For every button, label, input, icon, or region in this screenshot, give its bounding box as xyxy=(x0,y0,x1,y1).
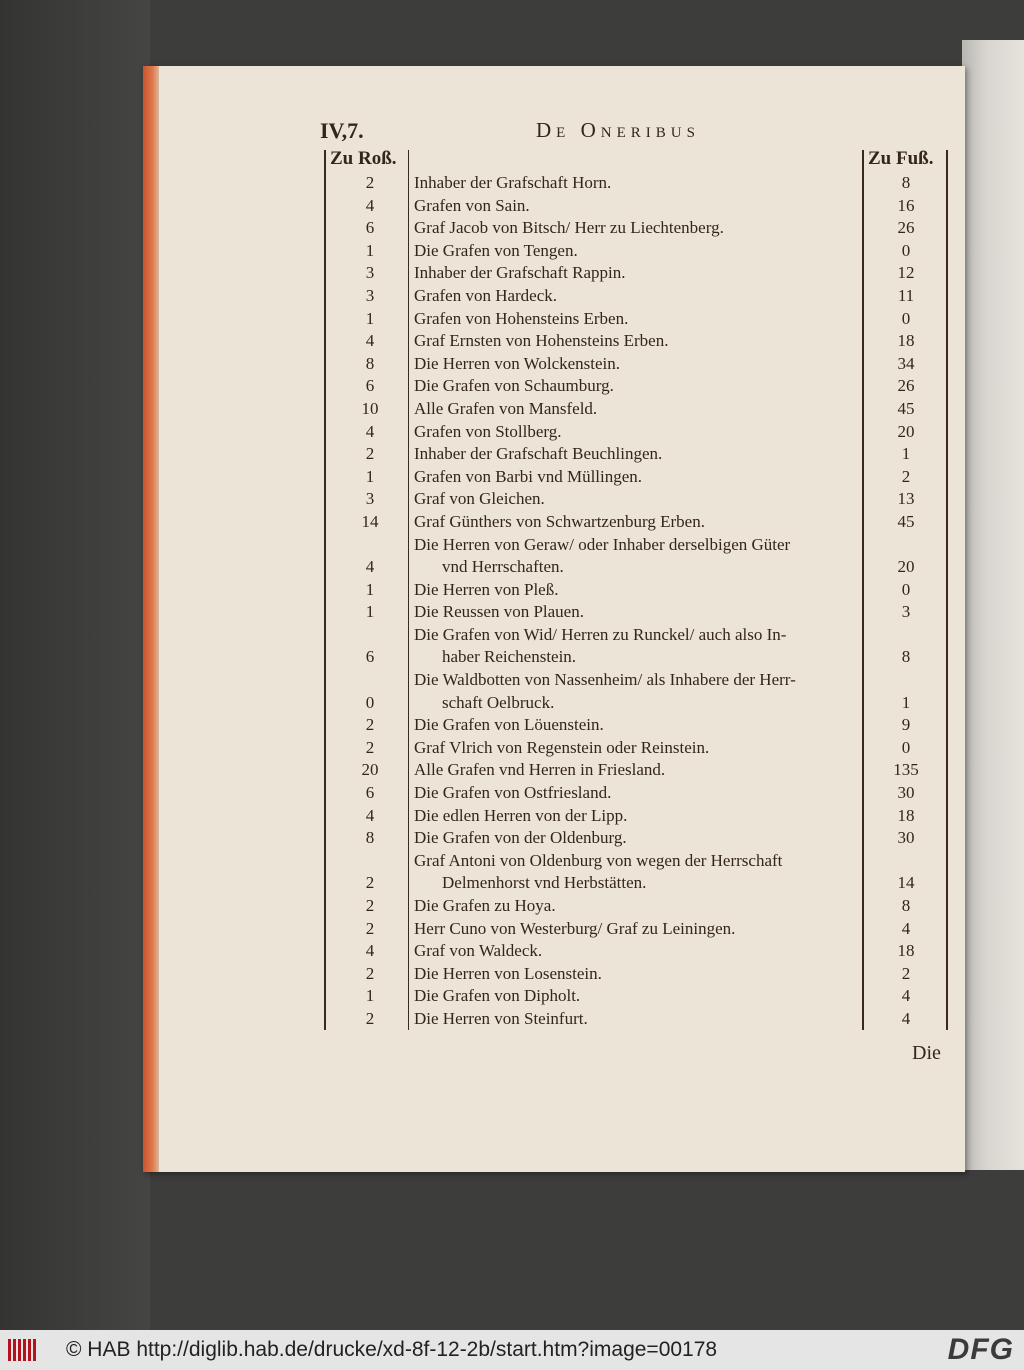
ross-count: 4 xyxy=(365,195,375,215)
entry-name-line: Graf von Gleichen. xyxy=(414,489,545,509)
entry-name-continuation: haber Reichenstein. xyxy=(442,647,577,667)
ross-count: 4 xyxy=(365,805,375,825)
table-row xyxy=(330,398,950,421)
table-row xyxy=(330,375,950,398)
ross-count: 1 xyxy=(365,579,375,599)
table-row xyxy=(330,421,950,444)
entry-name-line: Die Waldbotten von Nassenheim/ als Inhabere der Herr- xyxy=(414,670,796,690)
table-row xyxy=(330,850,950,895)
table-row xyxy=(330,443,950,466)
fuss-count: 2 xyxy=(901,963,911,983)
fuss-count: 0 xyxy=(901,737,911,757)
copyright-text: © HAB http://diglib.hab.de/drucke/xd-8f-12-2b/start.htm?image=00178 xyxy=(66,1338,718,1361)
entry-name-line: Die Reussen von Plauen. xyxy=(414,602,584,622)
ross-count: 14 xyxy=(361,511,379,531)
entry-name-line: Grafen von Barbi vnd Müllingen. xyxy=(414,466,643,486)
ross-count: 6 xyxy=(365,647,375,667)
ross-count: 4 xyxy=(365,421,375,441)
adjacent-page-edge xyxy=(962,40,1024,1170)
ross-count: 3 xyxy=(365,285,375,305)
table-row xyxy=(330,759,950,782)
entry-name xyxy=(410,1008,866,1031)
dfg-logo: DFG xyxy=(947,1333,1014,1366)
ross-count: 0 xyxy=(365,692,375,712)
fuss-count: 16 xyxy=(897,195,915,215)
entry-name xyxy=(410,714,866,737)
ross-count: 1 xyxy=(365,308,375,328)
table-row xyxy=(330,195,950,218)
entry-name-line: Die Herren von Pleß. xyxy=(414,579,559,599)
entry-name xyxy=(410,579,866,602)
catchword: Die xyxy=(912,1042,941,1064)
table-row xyxy=(330,963,950,986)
table-row xyxy=(330,579,950,602)
fuss-count: 3 xyxy=(901,602,911,622)
entry-name xyxy=(410,827,866,850)
fuss-count: 4 xyxy=(901,986,911,1006)
ross-count: 8 xyxy=(365,828,375,848)
fuss-count: 12 xyxy=(897,263,915,283)
fuss-count: 26 xyxy=(897,376,915,396)
entry-name xyxy=(410,285,866,308)
entry-name xyxy=(410,217,866,240)
ross-count: 2 xyxy=(365,963,375,983)
table-row xyxy=(330,330,950,353)
ross-count: 1 xyxy=(365,466,375,486)
entry-name-line: Die Grafen von Tengen. xyxy=(414,240,578,260)
entry-name xyxy=(410,534,866,579)
table-row xyxy=(330,827,950,850)
fuss-count: 13 xyxy=(897,489,915,509)
ross-count: 4 xyxy=(365,331,375,351)
fuss-count: 11 xyxy=(897,285,915,305)
ross-count: 10 xyxy=(361,398,379,418)
fuss-count: 0 xyxy=(901,308,911,328)
fuss-count: 30 xyxy=(897,783,915,803)
fuss-count: 8 xyxy=(901,896,911,915)
ross-count: 6 xyxy=(365,376,375,396)
table-row xyxy=(330,601,950,624)
table-row xyxy=(330,172,950,195)
entry-name-line: Die Herren von Wolckenstein. xyxy=(414,353,621,373)
fuss-count: 1 xyxy=(901,692,911,712)
entry-name-line: Die Grafen zu Hoya. xyxy=(414,896,556,915)
entry-name xyxy=(410,624,866,669)
footer-bar xyxy=(0,1330,1024,1370)
running-head: De Oneribus xyxy=(536,118,700,142)
ross-count: 2 xyxy=(365,918,375,938)
ross-count: 6 xyxy=(365,218,375,238)
fuss-count: 14 xyxy=(897,873,915,893)
entry-name-line: Alle Grafen vnd Herren in Friesland. xyxy=(414,760,666,780)
table-row xyxy=(330,1008,950,1031)
entry-name xyxy=(410,737,866,760)
table-row xyxy=(330,488,950,511)
entry-name xyxy=(410,240,866,263)
fuss-count: 30 xyxy=(897,828,915,848)
entry-name-line: Grafen von Hardeck. xyxy=(414,285,558,305)
table-row xyxy=(330,940,950,963)
entry-name-line: Grafen von Stollberg. xyxy=(414,421,562,441)
fuss-count: 18 xyxy=(897,331,915,351)
table-row xyxy=(330,262,950,285)
entry-name-line: Grafen von Hohensteins Erben. xyxy=(414,308,629,328)
entry-name xyxy=(410,511,866,534)
entry-name-continuation: vnd Herrschaften. xyxy=(442,557,564,577)
entry-name xyxy=(410,330,866,353)
fuss-count: 9 xyxy=(901,715,911,735)
fuss-count: 20 xyxy=(897,421,915,441)
entry-name-line: Die edlen Herren von der Lipp. xyxy=(414,805,628,825)
table-row xyxy=(330,217,950,240)
entry-name-line: Inhaber der Grafschaft Rappin. xyxy=(414,263,626,283)
entry-name-line: Graf Ernsten von Hohensteins Erben. xyxy=(414,331,669,351)
fuss-count: 1 xyxy=(901,444,911,464)
table-row xyxy=(330,714,950,737)
entry-name-line: Die Grafen von Schaumburg. xyxy=(414,376,614,396)
entry-name-line: Die Grafen von Wid/ Herren zu Runckel/ auch also In- xyxy=(414,624,787,644)
entry-name xyxy=(410,488,866,511)
fuss-count: 45 xyxy=(897,511,915,531)
assessment-table xyxy=(330,172,950,1031)
entry-name xyxy=(410,443,866,466)
entry-name xyxy=(410,963,866,986)
ross-count: 4 xyxy=(365,941,375,961)
entry-name-line: Graf Jacob von Bitsch/ Herr zu Liechtenberg. xyxy=(414,218,724,238)
ross-count: 1 xyxy=(365,240,375,260)
entry-name xyxy=(410,782,866,805)
entry-name-continuation: Delmenhorst vnd Herbstätten. xyxy=(442,873,647,893)
entry-name xyxy=(410,895,866,918)
column-header-ross: Zu Roß. xyxy=(330,148,397,169)
table-row xyxy=(330,240,950,263)
page-edge xyxy=(143,66,159,1172)
entry-name-line: Graf Günthers von Schwartzenburg Erben. xyxy=(414,511,705,531)
entry-name xyxy=(410,398,866,421)
table-row xyxy=(330,985,950,1008)
entry-name-line: Graf Antoni von Oldenburg von wegen der Herrschaft xyxy=(414,850,783,870)
entry-name xyxy=(410,940,866,963)
rule-left xyxy=(324,150,326,1030)
entry-name-line: Die Grafen von der Oldenburg. xyxy=(414,828,627,848)
table-row xyxy=(330,466,950,489)
ross-count: 2 xyxy=(365,737,375,757)
entry-name-line: Grafen von Sain. xyxy=(414,195,530,215)
table-row xyxy=(330,918,950,941)
background xyxy=(0,0,150,1330)
fuss-count: 135 xyxy=(893,760,919,780)
column-header-fuss: Zu Fuß. xyxy=(868,148,934,169)
entry-name-continuation: schaft Oelbruck. xyxy=(442,692,555,712)
table-row xyxy=(330,669,950,714)
fuss-count: 8 xyxy=(901,647,911,667)
ross-count: 1 xyxy=(365,602,375,622)
entry-name-line: Graf Vlrich von Regenstein oder Reinstein. xyxy=(414,737,710,757)
entry-name-line: Die Herren von Geraw/ oder Inhaber derselbigen Güter xyxy=(414,534,791,554)
entry-name xyxy=(410,262,866,285)
ross-count: 6 xyxy=(365,783,375,803)
entry-name-line: Graf von Waldeck. xyxy=(414,941,543,961)
entry-name xyxy=(410,601,866,624)
fuss-count: 8 xyxy=(901,173,911,192)
entry-name xyxy=(410,172,866,195)
ross-count: 3 xyxy=(365,263,375,283)
signature-mark: IV,7. xyxy=(320,118,364,143)
ross-count: 2 xyxy=(365,173,375,192)
ross-count: 4 xyxy=(365,557,375,577)
ross-count: 2 xyxy=(365,896,375,915)
fuss-count: 4 xyxy=(901,918,911,938)
table-row xyxy=(330,782,950,805)
entry-name xyxy=(410,308,866,331)
ross-count: 2 xyxy=(365,873,375,893)
entry-name xyxy=(410,805,866,828)
entry-name xyxy=(410,669,866,714)
table-row xyxy=(330,624,950,669)
entry-name xyxy=(410,850,866,895)
ross-count: 2 xyxy=(365,715,375,735)
table-row xyxy=(330,285,950,308)
entry-name-line: Die Herren von Losenstein. xyxy=(414,963,602,983)
fuss-count: 20 xyxy=(897,557,915,577)
entry-name-line: Herr Cuno von Westerburg/ Graf zu Leiningen. xyxy=(414,918,736,938)
fuss-count: 18 xyxy=(897,941,915,961)
entry-name xyxy=(410,421,866,444)
fuss-count: 0 xyxy=(901,240,911,260)
fuss-count: 2 xyxy=(901,466,911,486)
table-row xyxy=(330,737,950,760)
fuss-count: 4 xyxy=(901,1008,911,1028)
entry-name-line: Inhaber der Grafschaft Horn. xyxy=(414,173,612,192)
ross-count: 8 xyxy=(365,353,375,373)
table-row xyxy=(330,308,950,331)
ross-count: 2 xyxy=(365,444,375,464)
entry-name xyxy=(410,918,866,941)
entry-name-line: Die Grafen von Löuenstein. xyxy=(414,715,604,735)
entry-name-line: Die Grafen von Ostfriesland. xyxy=(414,783,612,803)
entry-name-line: Die Herren von Steinfurt. xyxy=(414,1008,588,1028)
table-row xyxy=(330,534,950,579)
ross-count: 3 xyxy=(365,489,375,509)
fuss-count: 45 xyxy=(897,398,915,418)
table-row xyxy=(330,805,950,828)
fuss-count: 18 xyxy=(897,805,915,825)
entry-name xyxy=(410,466,866,489)
hab-logo-icon xyxy=(8,1337,48,1363)
table-row xyxy=(330,895,950,918)
entry-name-line: Alle Grafen von Mansfeld. xyxy=(414,398,598,418)
entry-name xyxy=(410,375,866,398)
fuss-count: 34 xyxy=(897,353,915,373)
entry-name-line: Inhaber der Grafschaft Beuchlingen. xyxy=(414,444,663,464)
ross-count: 2 xyxy=(365,1008,375,1028)
table-row xyxy=(330,511,950,534)
entry-name xyxy=(410,353,866,376)
ross-count: 1 xyxy=(365,986,375,1006)
ross-count: 20 xyxy=(361,760,379,780)
entry-name xyxy=(410,759,866,782)
fuss-count: 26 xyxy=(897,218,915,238)
table-row xyxy=(330,353,950,376)
entry-name xyxy=(410,985,866,1008)
entry-name-line: Die Grafen von Dipholt. xyxy=(414,986,581,1006)
entry-name xyxy=(410,195,866,218)
fuss-count: 0 xyxy=(901,579,911,599)
